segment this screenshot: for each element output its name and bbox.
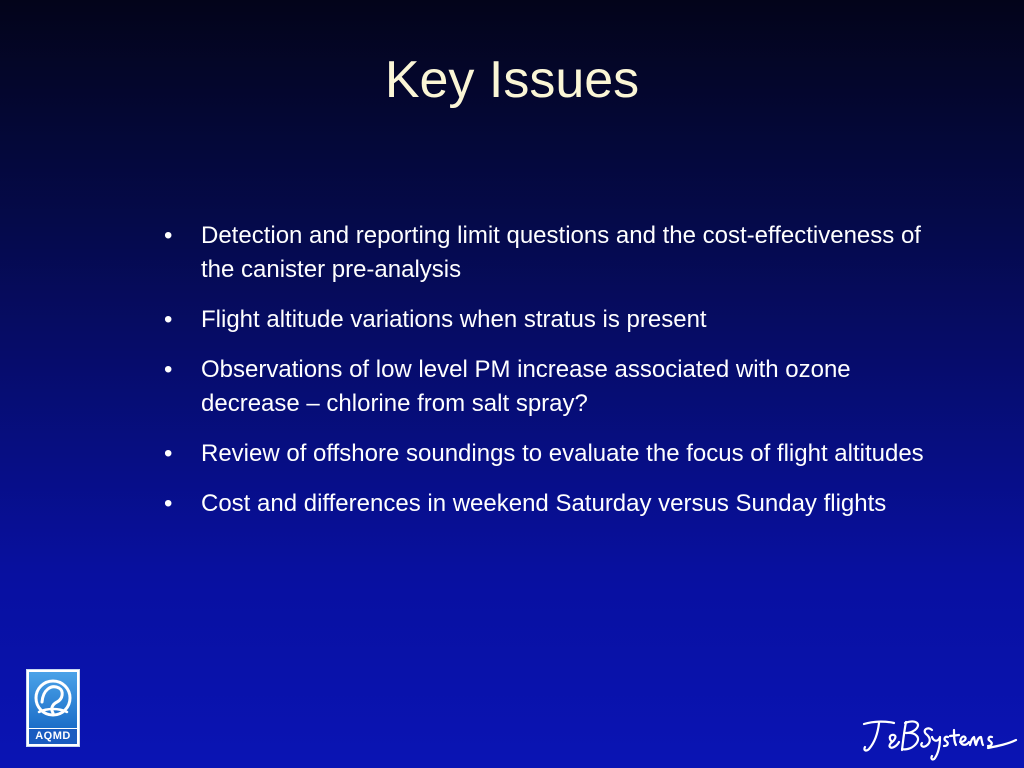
aqmd-label: AQMD [29,729,77,744]
aqmd-logo-icon [26,669,80,747]
bullet-text: Observations of low level PM increase associated with ozone decrease – chlorine from salt spray? [201,356,851,417]
bullet-item [164,303,944,337]
bullet-item [164,219,944,287]
aqmd-emblem-icon [29,672,77,728]
tb-systems-signature-icon [860,712,1020,764]
tb-systems-signature-svg [860,712,1020,764]
bullet-text: Cost and differences in weekend Saturday versus Sunday flights [201,490,887,517]
bullet-dot-icon: • [164,306,173,333]
bullet-item [164,353,944,421]
bullet-text: Flight altitude variations when stratus is present [201,306,707,333]
bullet-dot-icon: • [164,440,173,467]
bullet-item [164,487,944,521]
bullet-item [164,437,944,471]
aqmd-emblem-svg [29,672,77,728]
bullet-dot-icon: • [164,222,173,249]
bullet-text: Detection and reporting limit questions and the cost-effectiveness of the canister pre-analysis [201,222,921,283]
slide-title: Key Issues [384,51,640,109]
bullet-text: Review of offshore soundings to evaluate the focus of flight altitudes [201,440,924,467]
bullet-list [164,219,944,537]
bullet-dot-icon: • [164,356,173,383]
bullet-dot-icon: • [164,490,173,517]
